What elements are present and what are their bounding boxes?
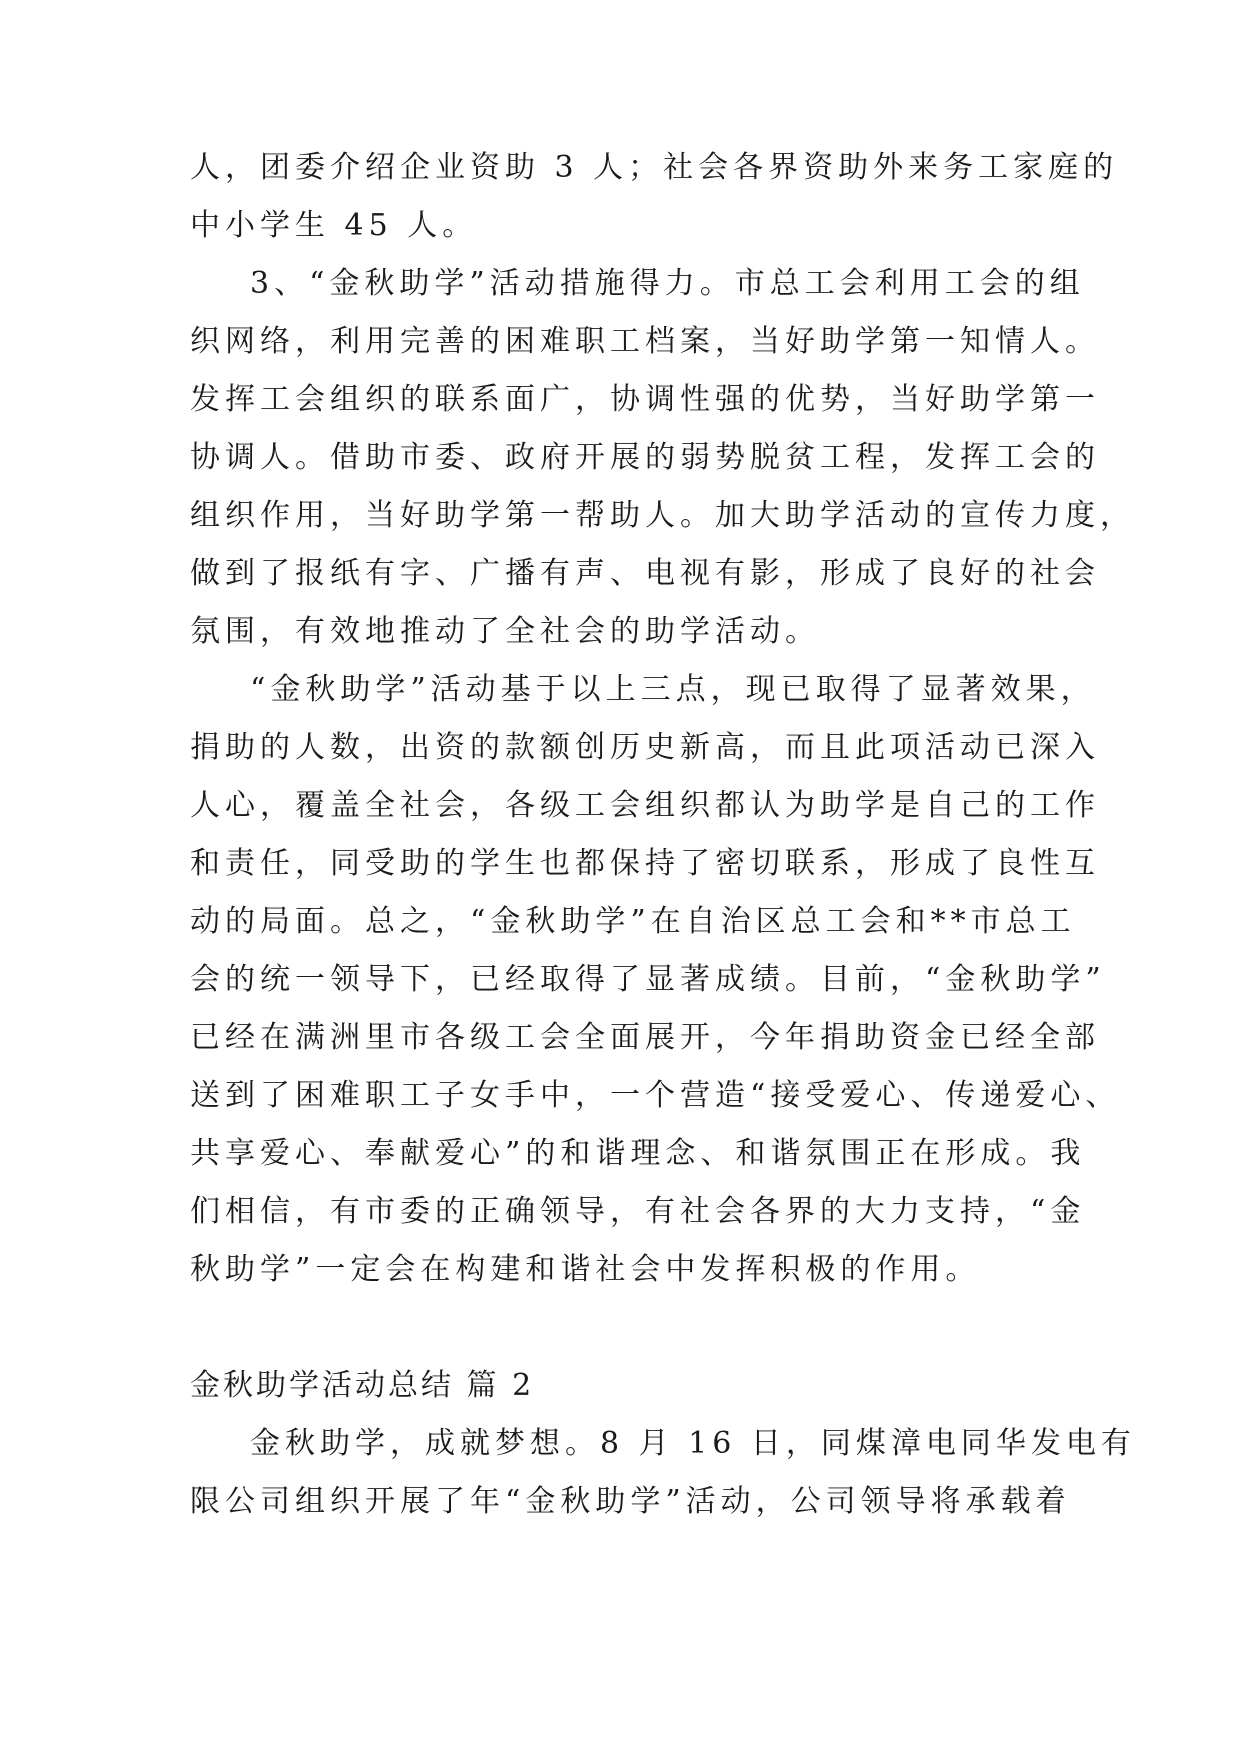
text-line: 金秋助学，成就梦想。8 月 16 日，同煤漳电同华发电有 <box>250 1426 1136 1461</box>
text-line: 氛围，有效地推动了全社会的助学活动。 <box>190 614 820 649</box>
text-line: 捐助的人数，出资的款额创历史新高，而且此项活动已深入 <box>190 730 1100 765</box>
text-line: 和责任，同受助的学生也都保持了密切联系，形成了良性互 <box>190 846 1100 881</box>
paragraph-gap <box>190 1299 1060 1357</box>
text-line: 人，团委介绍企业资助 3 人；社会各界资助外来务工家庭的 <box>190 150 1119 185</box>
text-line: 组织作用，当好助学第一帮助人。加大助学活动的宣传力度， <box>190 498 1135 533</box>
text-line: 送到了困难职工子女手中，一个营造“接受爱心、传递爱心、 <box>190 1078 1121 1113</box>
text-line: 秋助学”一定会在构建和谐社会中发挥积极的作用。 <box>190 1252 981 1287</box>
section-heading: 金秋助学活动总结 篇 2 <box>190 1368 535 1403</box>
text-line: 已经在满洲里市各级工会全面展开，今年捐助资金已经全部 <box>190 1020 1100 1055</box>
text-line: 会的统一领导下，已经取得了显著成绩。目前，“金秋助学” <box>190 962 1106 997</box>
text-line: 织网络，利用完善的困难职工档案，当好助学第一知情人。 <box>190 324 1100 359</box>
text-line: 发挥工会组织的联系面广，协调性强的优势，当好助学第一 <box>190 382 1100 417</box>
text-line: 3、“金秋助学”活动措施得力。市总工会利用工会的组 <box>250 266 1085 301</box>
text-line: 做到了报纸有字、广播有声、电视有影，形成了良好的社会 <box>190 556 1100 591</box>
text-line: 中小学生 45 人。 <box>190 208 478 243</box>
text-line: 共享爱心、奉献爱心”的和谐理念、和谐氛围正在形成。我 <box>190 1136 1086 1171</box>
text-line: 限公司组织开展了年“金秋助学”活动，公司领导将承载着 <box>190 1484 1071 1519</box>
text-line: 人心，覆盖全社会，各级工会组织都认为助学是自己的工作 <box>190 788 1100 823</box>
text-line: 协调人。借助市委、政府开展的弱势脱贫工程，发挥工会的 <box>190 440 1100 475</box>
text-line: 们相信，有市委的正确领导，有社会各界的大力支持，“金 <box>190 1194 1086 1229</box>
text-line: 动的局面。总之，“金秋助学”在自治区总工会和**市总工 <box>190 904 1076 939</box>
document-body <box>190 139 1136 1531</box>
text-line: “金秋助学”活动基于以上三点，现已取得了显著效果， <box>250 672 1096 707</box>
